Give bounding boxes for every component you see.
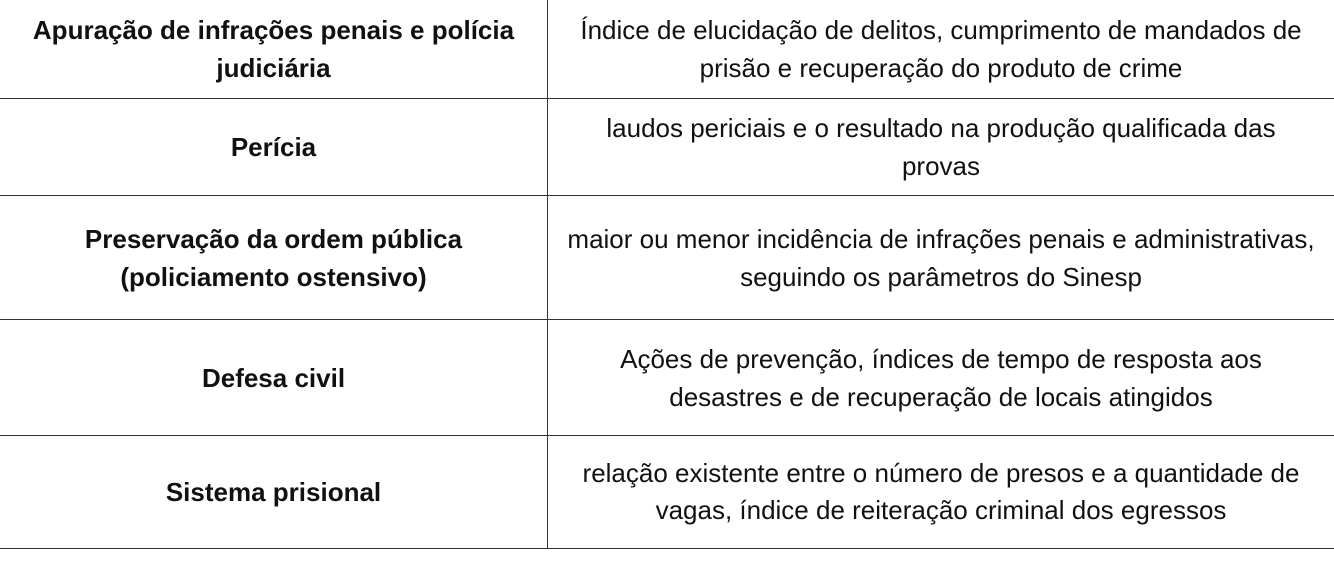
category-cell: Apuração de infrações penais e polícia judiciária [0,0,548,98]
description-cell: relação existente entre o número de presos e a quantidade de vagas, índice de reiteração criminal dos egressos [582,458,1300,525]
category-cell: Preservação da ordem pública (policiamento ostensivo) [0,196,548,319]
table-row [0,99,1334,196]
category-cell: Sistema prisional [0,436,548,548]
description-cell: maior ou menor incidência de infrações penais e administrativas, seguindo os parâmetros do Sinesp [567,223,1315,292]
description-cell: laudos periciais e o resultado na produção qualificada das provas [606,113,1276,181]
table-row [0,196,1334,320]
category-cell: Perícia [0,99,548,195]
description-cell: Índice de elucidação de delitos, cumprimento de mandados de prisão e recuperação do produto de crime [580,15,1302,83]
category-cell: Defesa civil [0,320,548,435]
description-cell: Ações de prevenção, índices de tempo de resposta aos desastres e de recuperação de locais atingidos [620,343,1262,412]
table-row [0,436,1334,549]
table-row [0,320,1334,436]
table-row [0,0,1334,99]
